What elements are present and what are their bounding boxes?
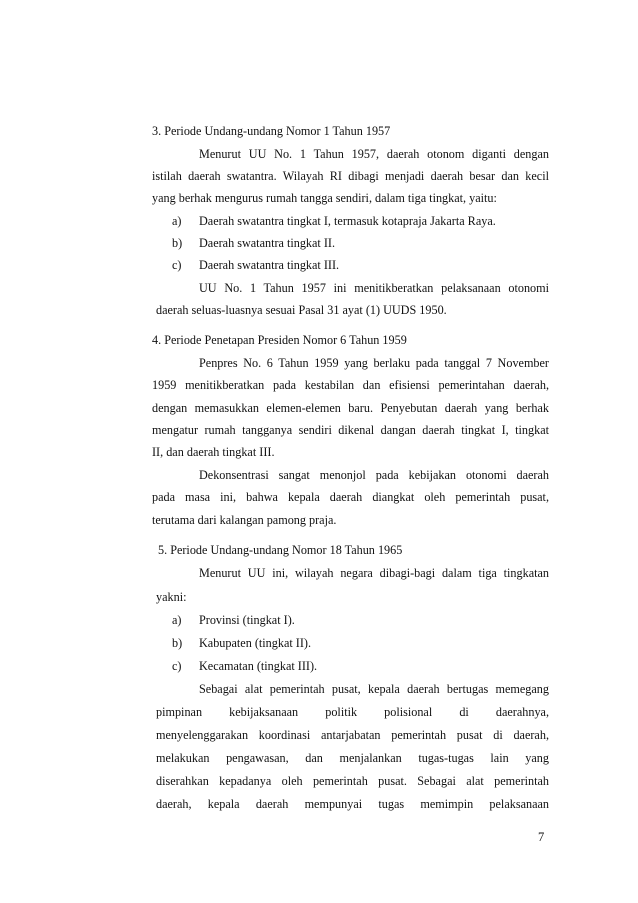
section-5-after-2: pimpinan kebijaksanaan politik polisional di daerahnya,	[156, 705, 549, 719]
section-3-item-c: Daerah swatantra tingkat III.	[199, 258, 340, 272]
section-3-item-b-marker: b)	[172, 236, 183, 250]
section-3-line-1: Menurut UU No. 1 Tahun 1957, daerah otonom diganti dengan	[199, 147, 549, 161]
section-4-line-7: pada masa ini, bahwa kepala daerah diangkat oleh pemerintah pusat,	[152, 490, 549, 504]
section-5-item-c: Kecamatan (tingkat III).	[199, 659, 318, 673]
section-4-line-8: terutama dari kalangan pamong praja.	[152, 513, 337, 527]
section-3-line-3: yang berhak mengurus rumah tangga sendiri, dalam tiga tingkat, yaitu:	[152, 191, 497, 205]
section-4-line-1: Penpres No. 6 Tahun 1959 yang berlaku pada tanggal 7 November	[199, 356, 549, 370]
section-5-item-a-marker: a)	[172, 613, 182, 627]
section-4-heading: 4. Periode Penetapan Presiden Nomor 6 Tahun 1959	[152, 333, 407, 347]
section-5-line-1: Menurut UU ini, wilayah negara dibagi-bagi dalam tiga tingkatan	[199, 566, 549, 580]
section-5-after-3: menyelenggarakan koordinasi antarjabatan pemerintah pusat di daerah,	[156, 728, 549, 742]
page-number: 7	[538, 830, 545, 844]
section-4-line-4: mengatur rumah tangganya sendiri dikenal dangan daerah tingkat I, tingkat	[152, 423, 549, 437]
section-4-line-2: 1959 menitikberatkan pada kestabilan dan efisiensi pemerintahan daerah,	[152, 378, 549, 392]
section-3-item-a-marker: a)	[172, 214, 182, 228]
section-5-item-c-marker: c)	[172, 659, 182, 673]
section-3-item-b: Daerah swatantra tingkat II.	[199, 236, 336, 250]
section-3-line-2: istilah daerah swatantra. Wilayah RI dibagi menjadi daerah besar dan kecil	[152, 169, 549, 183]
section-3-item-a: Daerah swatantra tingkat I, termasuk kotapraja Jakarta Raya.	[199, 214, 496, 228]
section-4-line-3: dengan memasukkan elemen-elemen baru. Penyebutan daerah yang berhak	[152, 401, 549, 415]
section-3-after-1: UU No. 1 Tahun 1957 ini menitikberatkan pelaksanaan otonomi	[199, 281, 549, 295]
section-4-line-6: Dekonsentrasi sangat menonjol pada kebijakan otonomi daerah	[199, 468, 549, 482]
section-5-line-2: yakni:	[156, 590, 187, 604]
section-3-item-c-marker: c)	[172, 258, 182, 272]
section-5-item-a: Provinsi (tingkat I).	[199, 613, 295, 627]
section-5-after-6: daerah, kepala daerah mempunyai tugas memimpin pelaksanaan	[156, 797, 549, 811]
section-5-after-4: melakukan pengawasan, dan menjalankan tugas-tugas lain yang	[156, 751, 549, 765]
section-5-item-b-marker: b)	[172, 636, 183, 650]
section-5-after-5: diserahkan kepadanya oleh pemerintah pusat. Sebagai alat pemerintah	[156, 774, 549, 788]
section-4-line-5: II, dan daerah tingkat III.	[152, 445, 275, 459]
section-5-item-b: Kabupaten (tingkat II).	[199, 636, 312, 650]
section-5-after-1: Sebagai alat pemerintah pusat, kepala daerah bertugas memegang	[199, 682, 549, 696]
section-3-heading: 3. Periode Undang-undang Nomor 1 Tahun 1957	[152, 124, 391, 138]
section-5-heading: 5. Periode Undang-undang Nomor 18 Tahun 1965	[158, 543, 403, 557]
section-3-after-2: daerah seluas-luasnya sesuai Pasal 31 ayat (1) UUDS 1950.	[156, 303, 447, 317]
